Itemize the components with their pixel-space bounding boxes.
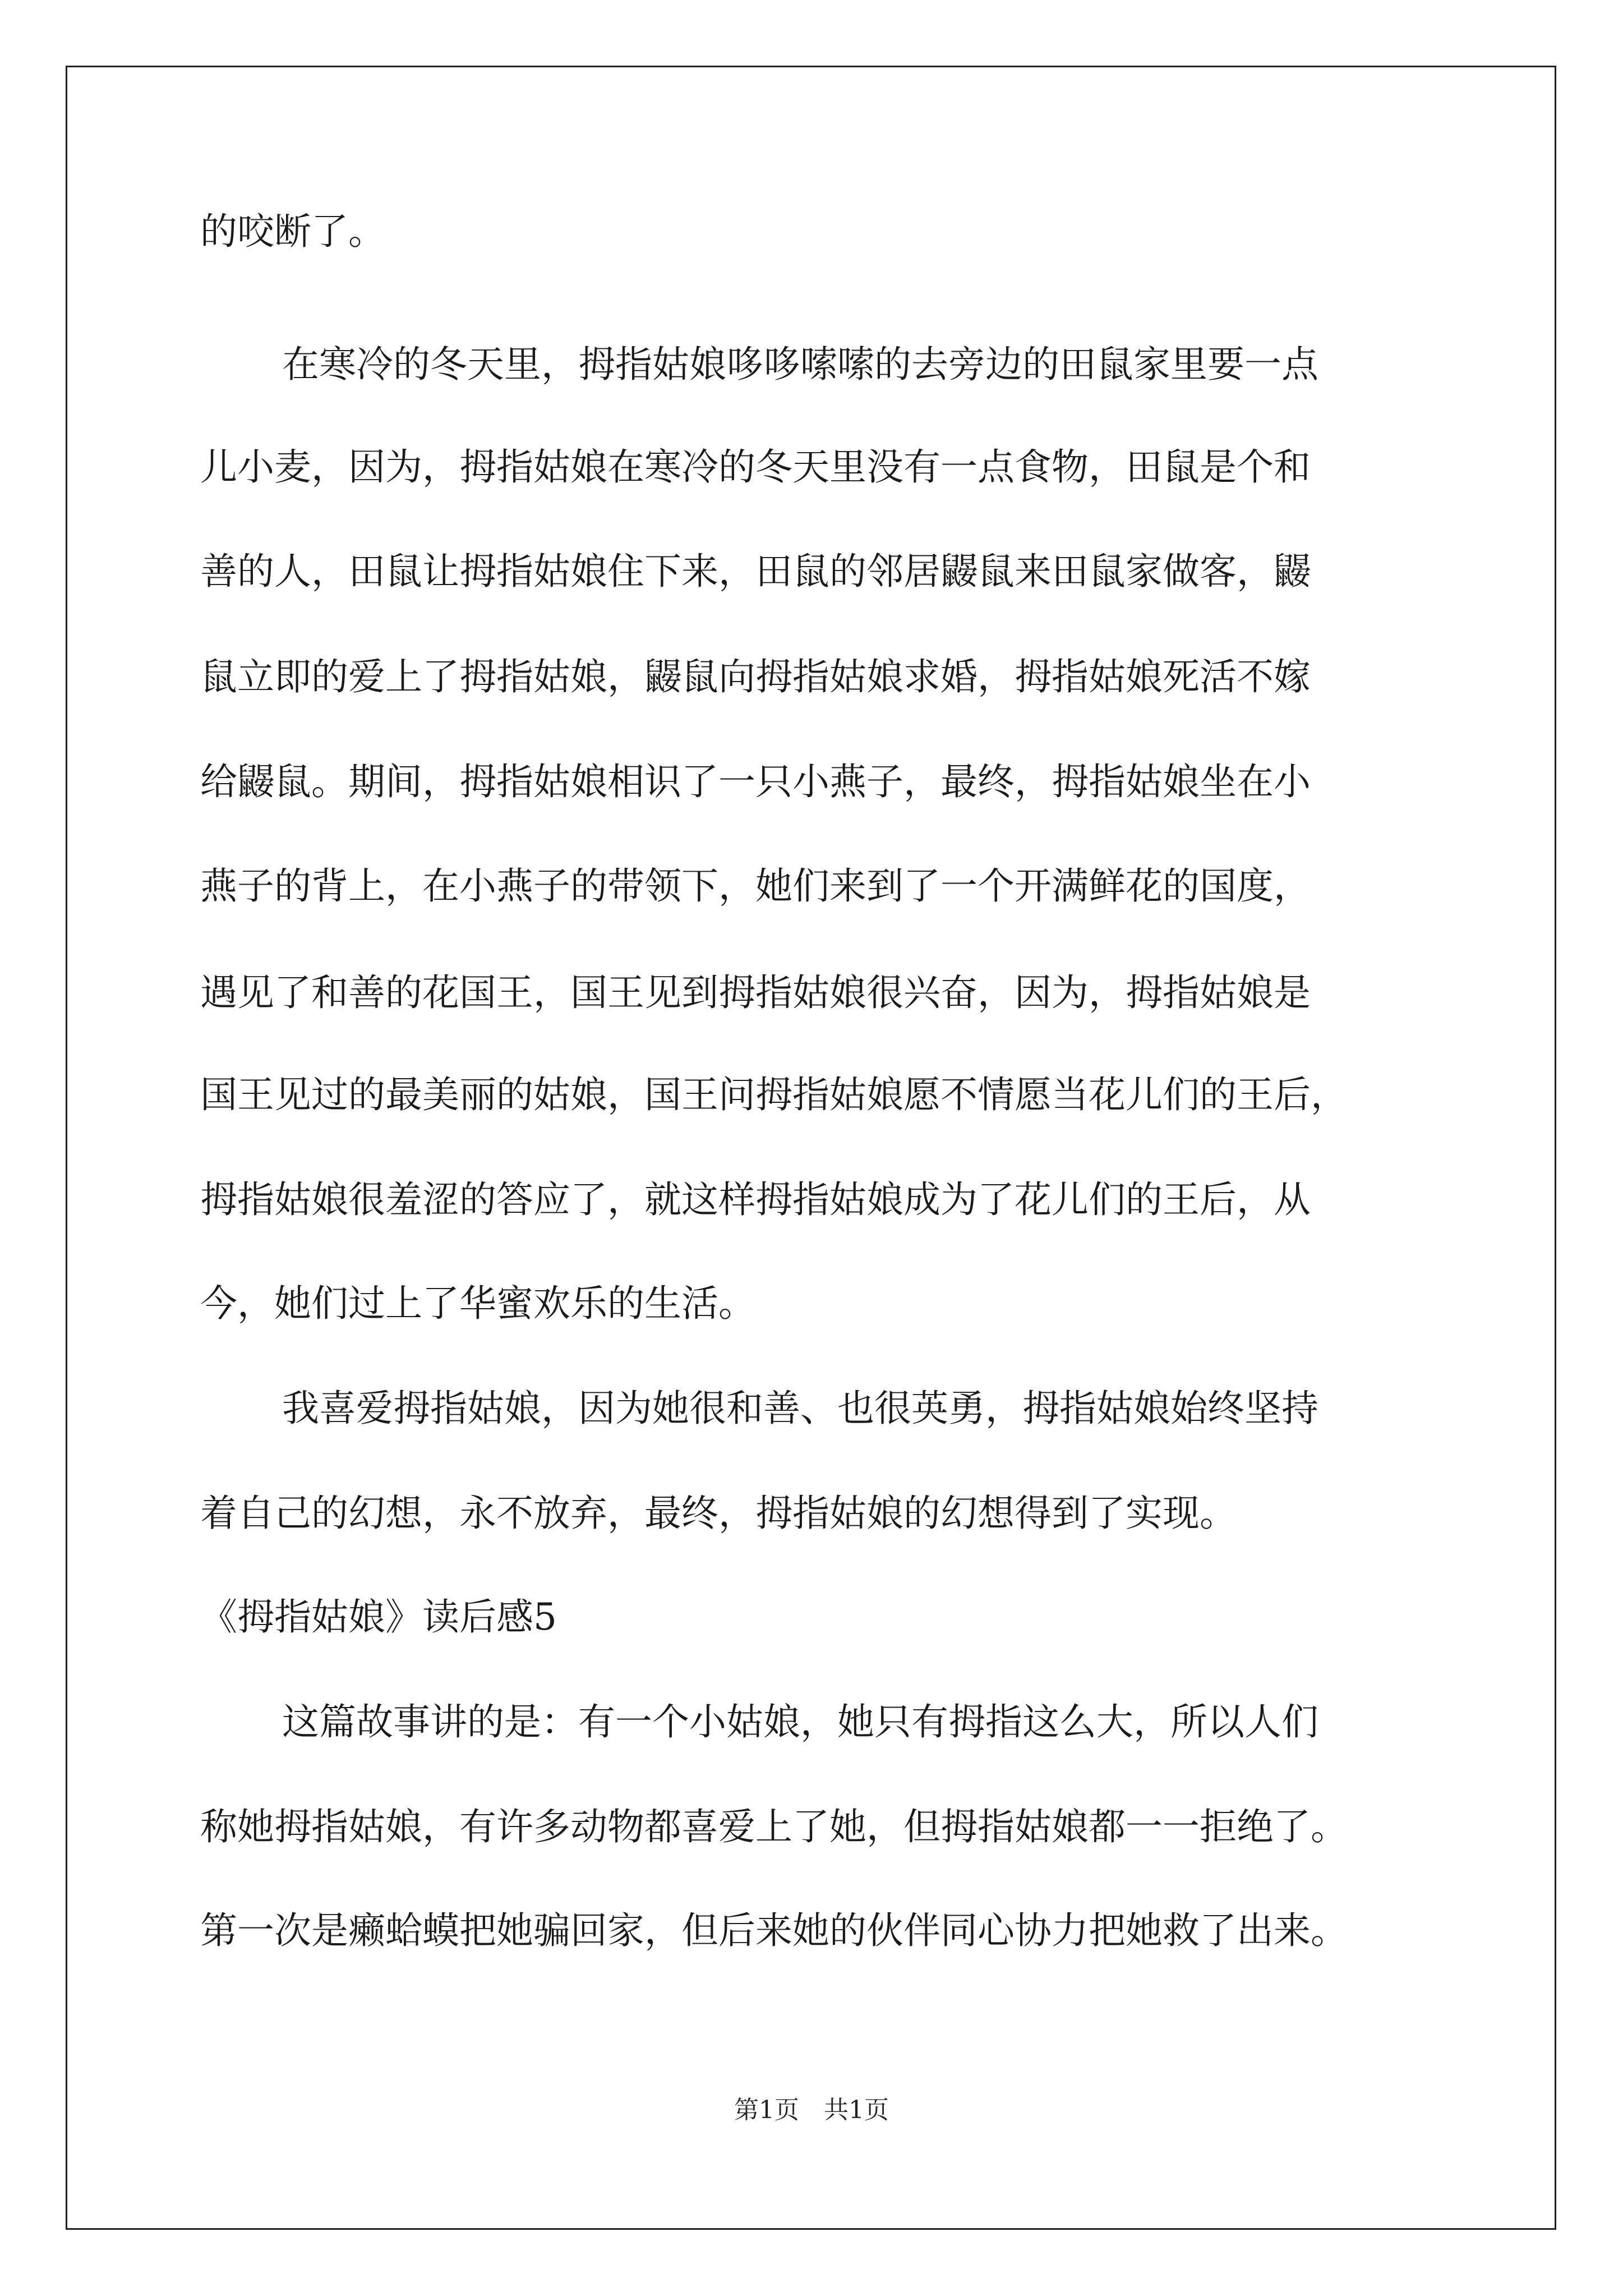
text-line: 的咬断了。 [200, 210, 385, 253]
text-line: 遇见了和善的花国王，国王见到拇指姑娘很兴奋，因为，拇指姑娘是 [200, 971, 1311, 1014]
paragraph-start-line: 这篇故事讲的是：有一个小姑娘，她只有拇指这么大，所以人们 [282, 1700, 1318, 1743]
text-line: 燕子的背上，在小燕子的带领下，她们来到了一个开满鲜花的国度， [200, 864, 1311, 908]
text-line: 儿小麦，因为，拇指姑娘在寒冷的冬天里没有一点食物，田鼠是个和 [200, 445, 1311, 489]
paragraph-start-line: 在寒冷的冬天里，拇指姑娘哆哆嗦嗦的去旁边的田鼠家里要一点 [282, 343, 1318, 386]
text-line: 国王见过的最美丽的姑娘，国王问拇指姑娘愿不情愿当花儿们的王后， [200, 1073, 1348, 1116]
section-heading: 《拇指姑娘》读后感5 [200, 1595, 557, 1639]
text-line: 称她拇指姑娘，有许多动物都喜爱上了她，但拇指姑娘都一一拒绝了。 [200, 1805, 1348, 1848]
text-line: 着自己的幻想，永不放弃，最终，拇指姑娘的幻想得到了实现。 [200, 1492, 1237, 1535]
text-line: 今，她们过上了华蜜欢乐的生活。 [200, 1282, 755, 1325]
text-line: 鼠立即的爱上了拇指姑娘，鼹鼠向拇指姑娘求婚，拇指姑娘死活不嫁 [200, 655, 1311, 698]
text-line: 给鼹鼠。期间，拇指姑娘相识了一只小燕子，最终，拇指姑娘坐在小 [200, 760, 1311, 803]
paragraph-start-line: 我喜爱拇指姑娘，因为她很和善、也很英勇，拇指姑娘始终坚持 [282, 1387, 1318, 1430]
text-line: 拇指姑娘很羞涩的答应了，就这样拇指姑娘成为了花儿们的王后，从 [200, 1178, 1311, 1221]
page-number-footer: 第1页 共1页 [734, 2096, 889, 2124]
text-line: 善的人，田鼠让拇指姑娘住下来，田鼠的邻居鼹鼠来田鼠家做客，鼹 [200, 550, 1311, 593]
text-line: 第一次是癞蛤蟆把她骗回家，但后来她的伙伴同心协力把她救了出来。 [200, 1909, 1348, 1952]
